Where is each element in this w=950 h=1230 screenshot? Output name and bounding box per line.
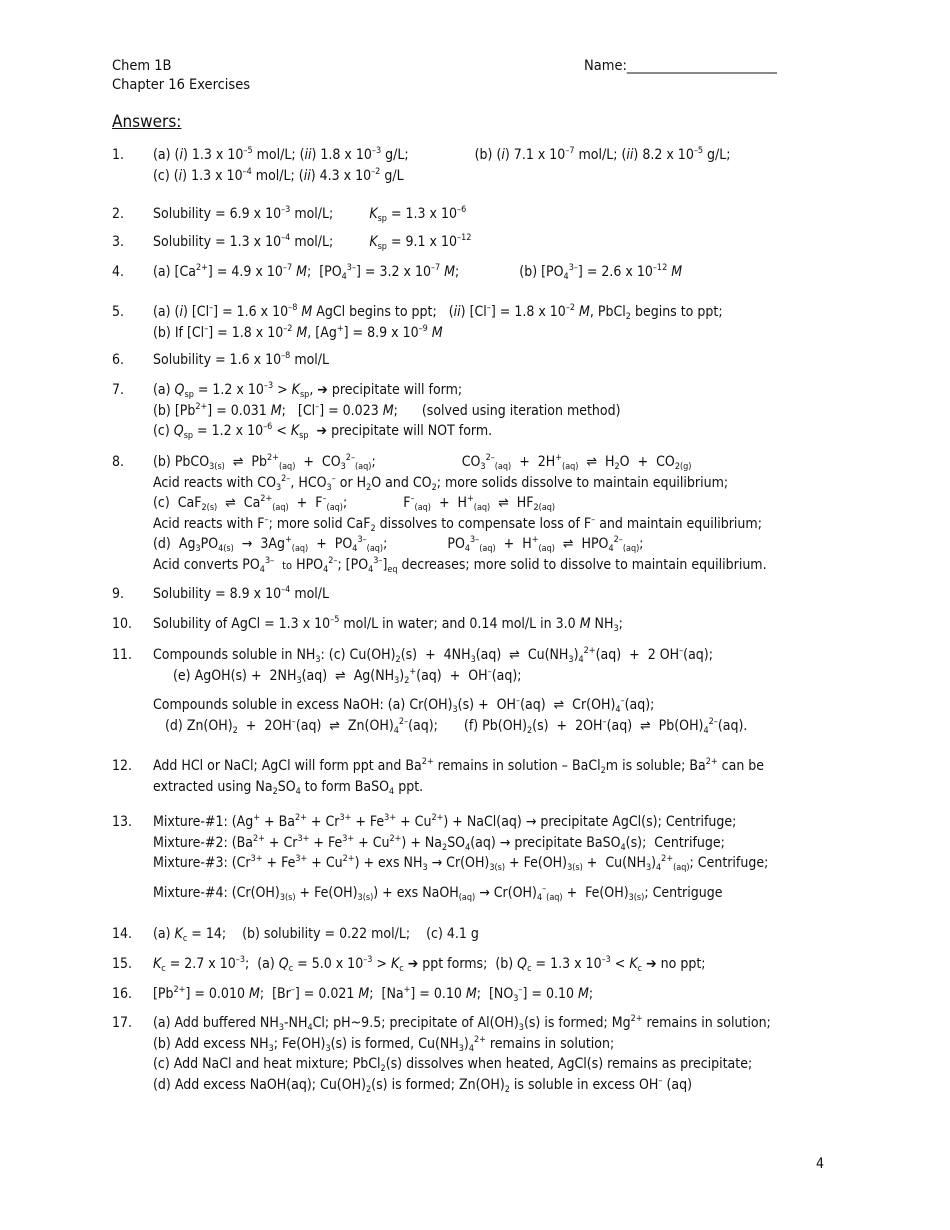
answer-number: 16. xyxy=(112,986,133,1002)
answer-line: (a) $[Ca^{2+}] = 4.9$ x $10^{-7}$ M; $[PO_4^{3-}] = 3.2$ x $10^{-7}$ M; (b) $[PO_4^{3-}] = 2.6$ x $10^{-12}$ M xyxy=(153,263,683,282)
answer-line: Add HCl or NaCl; AgCl will form ppt and $Ba^{2+}$ remains in solution – BaCl$_2$m is soluble; $Ba^{2+}$ can be xyxy=(153,757,765,776)
answer-body xyxy=(153,204,873,225)
answer-number: 5. xyxy=(112,304,125,320)
answer-line: Solubility = 1.6 x $10^{-8}$ mol/L xyxy=(153,351,330,368)
answer-number: 6. xyxy=(112,352,125,368)
answer-line: (a) $Q_{sp} = 1.2$ x $10^{-3} > K_{sp}$, ➔ precipitate will form; xyxy=(153,381,463,400)
answer-line: (b) PbCO$_{3(s)}$ ⇌ $Pb^{2+}_{(aq)} + CO_3^{2-}_{(aq)}$; $CO_3^{2-}_{(aq)} + 2H^+_{(aq)}$ ⇌ $H_2O + CO_{2(g)}$ xyxy=(153,453,692,472)
answer-line: Compounds soluble in $NH_3$: (c) $Cu(OH)_2(s) + 4NH_3(aq)$ ⇌ $Cu(NH_3)_4^{2+}(aq) + 2$ OH–(aq); xyxy=(153,646,713,665)
answer-number: 15. xyxy=(112,956,133,972)
answer-number: 11. xyxy=(112,647,133,663)
answer-line: (a) $K_c = 14$; (b) solubility = 0.22 mol/L; (c) 4.1 g xyxy=(153,926,479,944)
answer-line: (c) $Q_{sp} = 1.2$ x $10^{-6} < K_{sp}$ ➔ precipitate will NOT form. xyxy=(153,422,493,441)
answer-body xyxy=(153,614,873,635)
answer-body xyxy=(153,984,873,1005)
answer-line: (b) If [Cl–] = 1.8 x $10^{-2}$ M, [Ag+] = 8.9 x $10^{-9}$ M xyxy=(153,323,443,341)
answer-line: Mixture-#4: $(Cr(OH)_{3(s)} + Fe(OH)_{3(s)})$ + exs NaOH$_{(aq)}$ → $Cr(OH)_4^-_{(aq)} + Fe(OH)_{3(s)}$; Centriguge xyxy=(153,883,723,903)
answer-body xyxy=(153,645,873,736)
header-left xyxy=(112,57,250,95)
answer-line: (c) (i) 1.3 x $10^{-4}$ mol/L; (ii) 4.3 x $10^{-2}$ g/L xyxy=(153,166,404,184)
answer-number: 14. xyxy=(112,926,133,942)
chapter-title: Chapter 16 Exercises xyxy=(112,77,251,93)
answer-line: Solubility = 8.9 x $10^{-4}$ mol/L xyxy=(153,585,330,602)
answer-line: Acid converts $PO_4^{3-}$ to $HPO_4^{2-}$; $[PO_4^{3-}]_{eq}$ decreases; more solid to dissolve to maintain equilibrium. xyxy=(153,555,767,575)
answer-number: 10. xyxy=(112,616,133,632)
name-field-label: Name:_______________________ xyxy=(584,58,777,74)
answer-body xyxy=(153,302,873,343)
answer-body xyxy=(153,452,873,576)
answer-line: (a) (i) [Cl–] = 1.6 x $10^{-8}$ M AgCl begins to ppt; (ii) [Cl–] = 1.8 x $10^{-2}$ M, PbCl$_2$ begins to ppt; xyxy=(153,303,723,322)
answer-number: 7. xyxy=(112,382,125,398)
answer-line: $K_c = 2.7$ x $10^{-3}$; (a) $Q_c = 5.0$ x $10^{-3} > K_c$ ➔ ppt forms; (b) $Q_c = 1.3$ x $10^{-3} < K_c$ ➔ no ppt; xyxy=(153,955,706,974)
answer-line: (a) Add buffered $NH_3-NH_4Cl$; pH~9.5; precipitate of $Al(OH)_3(s)$ is formed; $Mg^{2+}$ remains in solution; xyxy=(153,1014,771,1033)
answer-body xyxy=(153,262,873,283)
answer-number: 2. xyxy=(112,206,125,222)
answer-line: Mixture-#3: $(Cr^{3+} + Fe^{3+} + Cu^{2+})$ + exs $NH_3 \to Cr(OH)_{3(s)} + Fe(OH)_{3(s)} + Cu(NH_3)_4^{2+}_{(aq)}$; Centrifuge; xyxy=(153,854,769,873)
answer-line: Compounds soluble in excess NaOH: (a) $Cr(OH)_3(s) + OH^-(aq)$ ⇌ $Cr(OH)_4^-(aq)$; xyxy=(153,696,655,715)
page-number: 4 xyxy=(816,1156,825,1172)
answers-heading: Answers: xyxy=(112,112,182,132)
answer-line: (d) $Ag_3PO_{4(s)} \to 3Ag^+_{(aq)} + PO_4^{3-}_{(aq)}$; $PO_4^{3-}_{(aq)} + H^+_{(aq)}$ ⇌ $HPO_4^{2-}_{(aq)}$; xyxy=(153,535,644,554)
answer-body xyxy=(153,145,873,186)
answer-line: (d) Add excess NaOH(aq); $Cu(OH)_2(s)$ is formed; $Zn(OH)_2$ is soluble in excess OH– (aq) xyxy=(153,1075,692,1095)
answer-line: Solubility of AgCl = 1.3 x $10^{-5}$ mol/L in water; and 0.14 mol/L in 3.0 M $NH_3$; xyxy=(153,615,623,634)
answer-line: Mixture-#2: $(Ba^{2+} + Cr^{3+} + Fe^{3+} + Cu^{2+}) + Na_2SO_4(aq)$ → precipitate BaSO$_4$(s); Centrifuge; xyxy=(153,833,725,853)
course-title: Chem 1B xyxy=(112,58,172,74)
answer-body xyxy=(153,232,873,253)
answer-body xyxy=(153,954,873,975)
answer-line: (e) AgOH(s) + $2NH_3(aq)$ ⇌ $Ag(NH_3)_2^+(aq) + OH^-(aq)$; xyxy=(153,666,522,686)
answer-number: 17. xyxy=(112,1015,133,1031)
answer-body xyxy=(153,924,873,945)
answer-body xyxy=(153,1013,873,1095)
answer-number: 13. xyxy=(112,814,133,830)
answer-line: (a) (i) 1.3 x $10^{-5}$ mol/L; (ii) 1.8 x $10^{-3}$ g/L; (b) (i) 7.1 x $10^{-7}$ mol/L; (ii) 8.2 x $10^{-5}$ g/L; xyxy=(153,146,731,163)
answer-body xyxy=(153,350,873,371)
answer-body xyxy=(153,380,873,442)
answer-line: (c) CaF$_{2(s)}$ ⇌ $Ca^{2+}_{(aq)} + F^-_{(aq)}$; $F^-_{(aq)} + H^+_{(aq)}$ ⇌ $HF_{2(aq)}$ xyxy=(153,494,556,513)
answer-line: Acid reacts with F–; more solid CaF$_2$ dissolves to compensate loss of F– and maintain equilibrium; xyxy=(153,514,762,534)
answer-line: Solubility = 6.9 x $10^{-3}$ mol/L; $K_{sp} = 1.3$ x $10^{-6}$ xyxy=(153,205,467,224)
answer-line: Acid reacts with $CO_3^{2-}$, $HCO_3^-$ or $H_2O$ and $CO_2$; more solids dissolve to maintain equilibrium; xyxy=(153,473,729,493)
answer-line: Solubility = 1.3 x $10^{-4}$ mol/L; $K_{sp} = 9.1$ x $10^{-12}$ xyxy=(153,233,472,252)
answer-number: 4. xyxy=(112,264,125,280)
answer-number: 9. xyxy=(112,586,125,602)
answer-number: 3. xyxy=(112,234,125,250)
answer-number: 8. xyxy=(112,454,125,470)
answer-body xyxy=(153,756,873,797)
answer-line: (b) $[Pb^{2+}] = 0.031$ M; [Cl–] = 0.023 M; (solved using iteration method) xyxy=(153,401,621,419)
answer-line: (b) Add excess $NH_3$; $Fe(OH)_3(s)$ is formed, $Cu(NH_3)_4^{2+}$ remains in solution; xyxy=(153,1034,615,1054)
answer-body xyxy=(153,812,873,903)
answer-line: Mixture-#1: $(Ag^+ + Ba^{2+} + Cr^{3+} + Fe^{3+} + Cu^{2+})$ + NaCl(aq) → precipitate AgCl(s); Centrifuge; xyxy=(153,813,737,830)
answer-body xyxy=(153,584,873,605)
answer-number: 12. xyxy=(112,758,133,774)
answer-line: $[Pb^{2+}] = 0.010$ M; [Br–] = 0.021 M; [Na+] = 0.10 M; $[NO_3^-] = 0.10$ M; xyxy=(153,985,594,1004)
answer-line: (c) Add NaCl and heat mixture; PbCl$_2$(s) dissolves when heated, AgCl(s) remains as precipitate; xyxy=(153,1056,753,1074)
answer-number: 1. xyxy=(112,147,125,163)
answer-line: extracted using $Na_2SO_4$ to form BaSO$_4$ ppt. xyxy=(153,778,424,797)
answer-line: (d) $Zn(OH)_2 + 2OH^-(aq)$ ⇌ $Zn(OH)_4^{2-}(aq)$; (f) $Pb(OH)_2(s) + 2OH^-(aq)$ ⇌ $Pb(OH)_4^{2-}(aq)$. xyxy=(153,716,748,736)
